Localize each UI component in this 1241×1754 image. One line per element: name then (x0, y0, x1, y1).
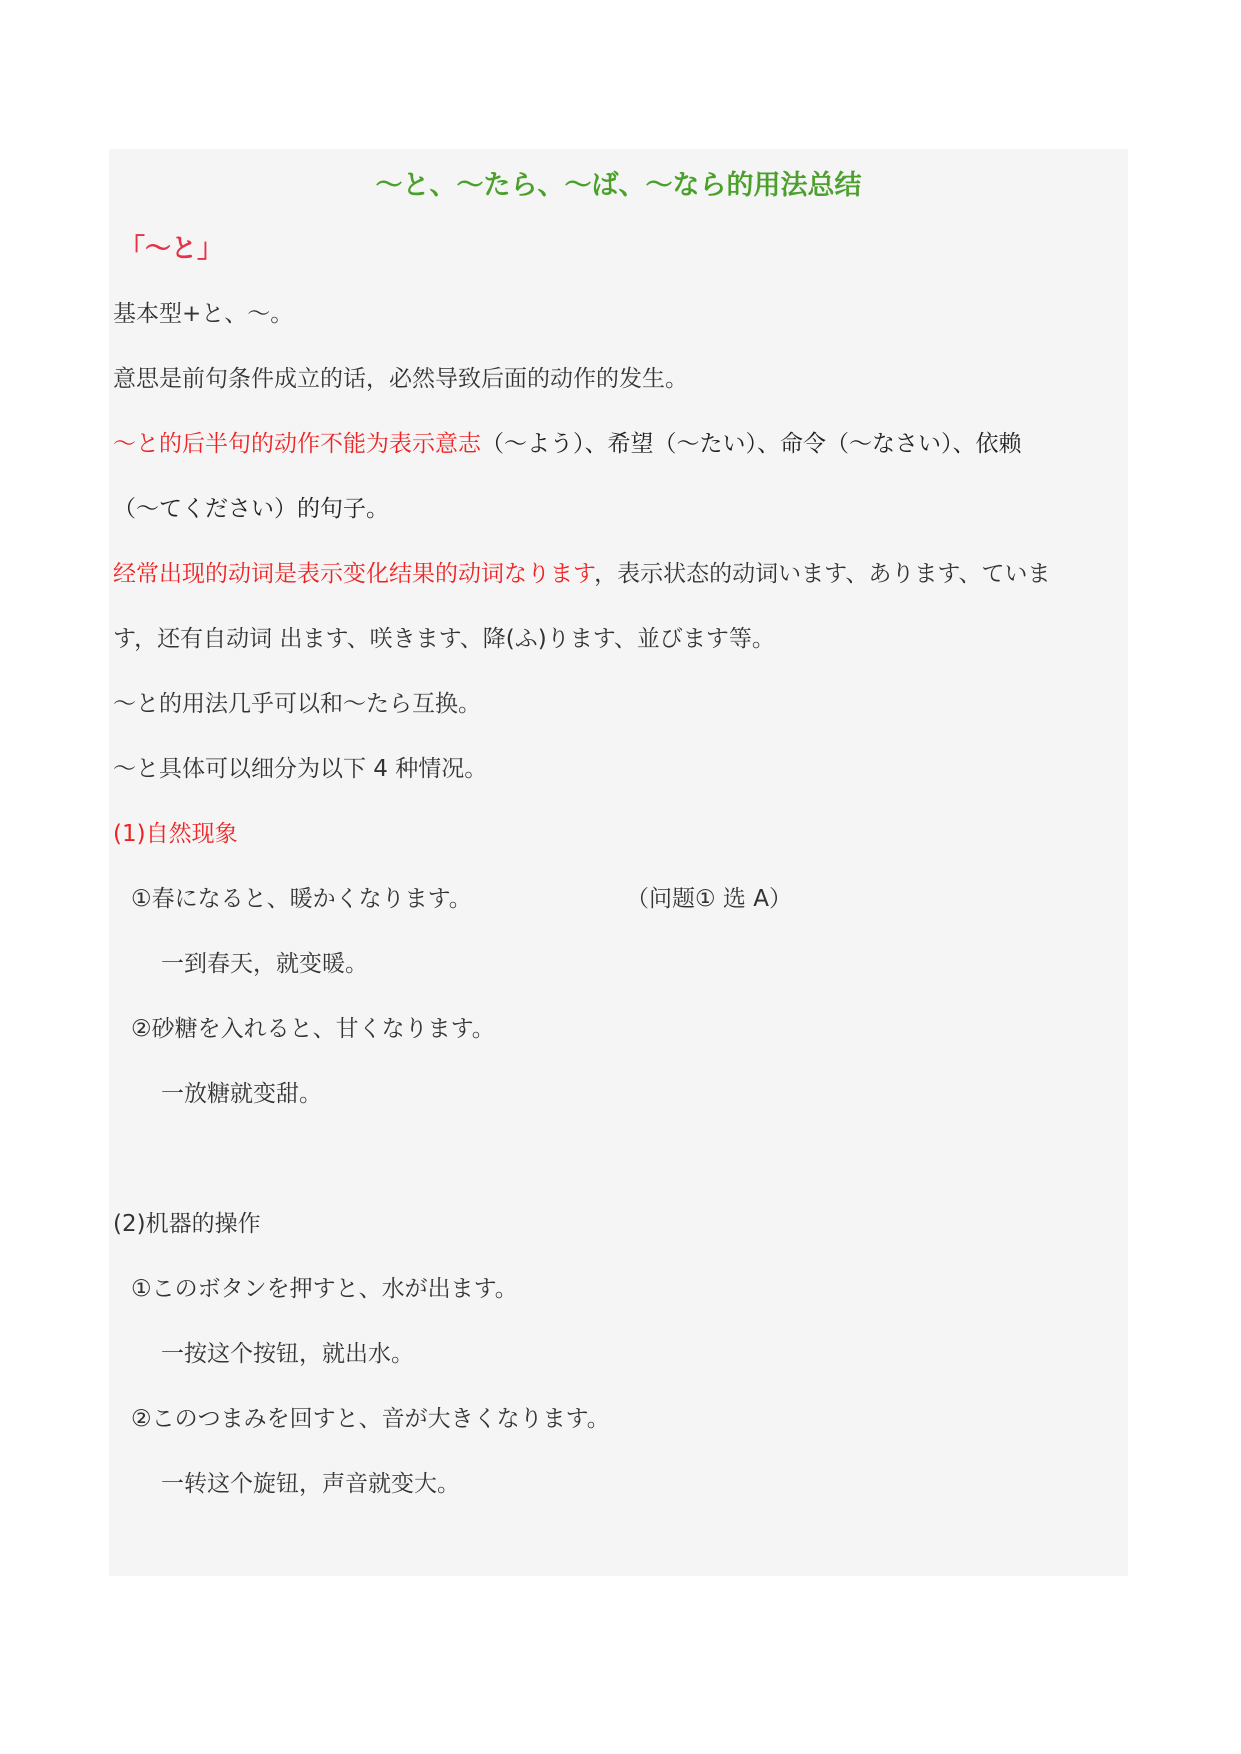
case2-example2-translation: 一转这个旋钮，声音就变大。 (161, 1471, 460, 1497)
page-title: ～と、～たら、～ば、～なら的用法总结 (375, 170, 862, 201)
restriction-line-2: （～てください）的句子。 (113, 496, 389, 522)
case1-example1-jp: ①春になると、暖かくなります。 (131, 886, 472, 912)
restriction-line (113, 428, 1022, 460)
section-heading: 「～と」 (119, 234, 224, 264)
restriction-text: （～よう）、希望（～たい）、命令（～なさい）、依赖 (481, 431, 1022, 457)
case2-example2: ②このつまみを回すと、音が大きくなります。 (131, 1406, 610, 1432)
frequent-verbs-text: ，表示状态的动词います、あります、ていま (594, 561, 1051, 587)
case2-heading: (2)机器的操作 (113, 1211, 261, 1237)
case1-example2-translation: 一放糖就变甜。 (161, 1081, 322, 1107)
four-cases-line: ～と具体可以细分为以下 4 种情况。 (113, 756, 488, 782)
case1-example2: ②砂糖を入れると、甘くなります。 (131, 1016, 495, 1042)
case1-heading: (1)自然现象 (113, 821, 238, 847)
case1-example1-translation: 一到春天，就变暖。 (161, 951, 368, 977)
case1-example1-note: （问题① 选 A） (626, 886, 792, 912)
frequent-verbs-line-2: す，还有自动词 出ます、咲きます、降(ふ)ります、並びます等。 (113, 626, 775, 652)
basic-form-line: 基本型+と、～。 (113, 301, 294, 327)
frequent-verbs-emphasis: 经常出现的动词是表示变化结果的动词なります (113, 561, 595, 587)
restriction-emphasis: ～と的后半句的动作不能为表示意志 (113, 431, 481, 457)
frequent-verbs-line (113, 558, 1051, 590)
case2-example1-translation: 一按这个按钮，就出水。 (161, 1341, 414, 1367)
meaning-line: 意思是前句条件成立的话，必然导致后面的动作的发生。 (113, 366, 688, 392)
case2-example1: ①このボタンを押すと、水が出ます。 (131, 1276, 518, 1302)
case1-example1 (131, 883, 792, 915)
interchange-line: ～と的用法几乎可以和～たら互换。 (113, 691, 481, 717)
